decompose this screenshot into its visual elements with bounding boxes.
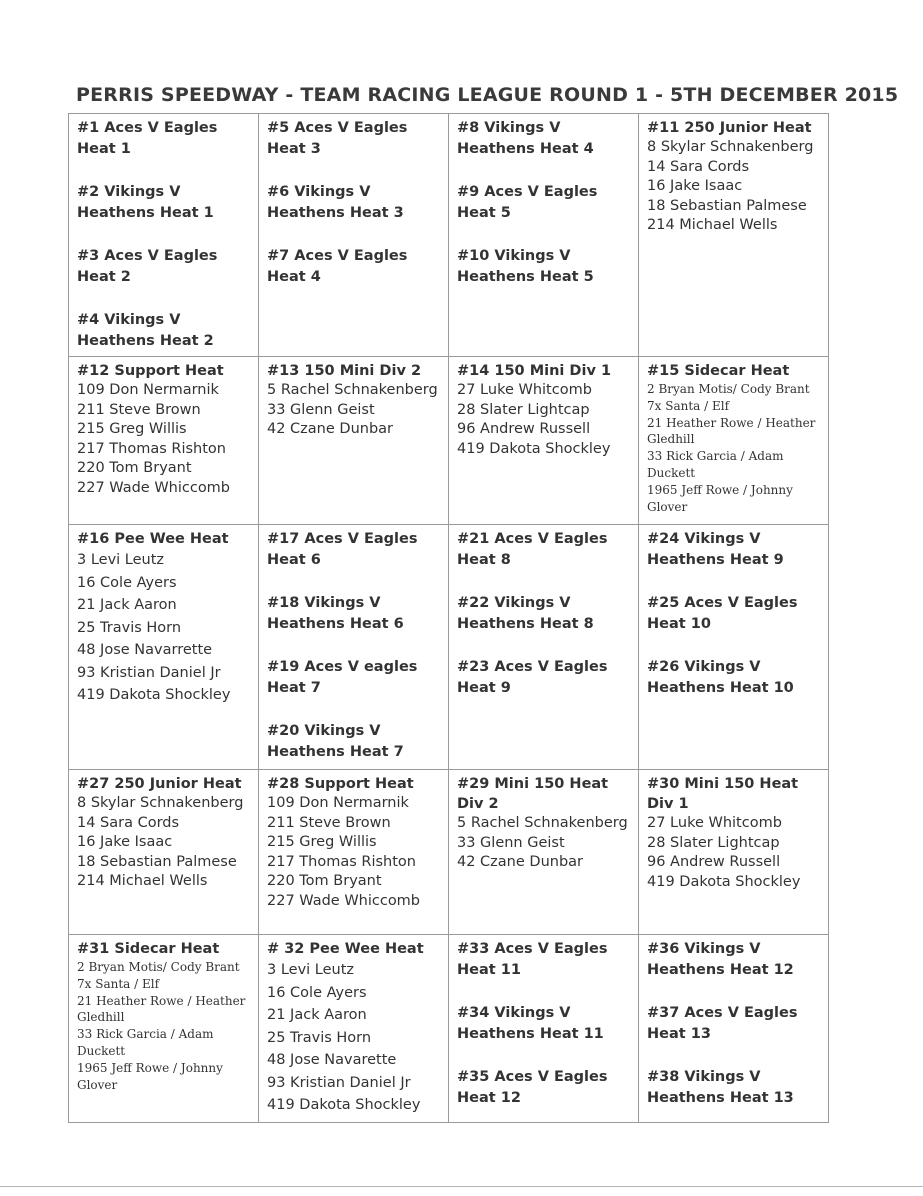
heat-entry: #21 Aces V Eagles Heat 8 <box>457 531 608 568</box>
heat-heading: #15 Sidecar Heat <box>647 363 790 379</box>
class-heat-cell <box>69 525 259 770</box>
heat-entry: #5 Aces V Eagles Heat 3 <box>267 120 408 157</box>
rider-entry: 33 Glenn Geist <box>267 401 375 418</box>
class-heat-cell <box>69 357 259 525</box>
rider-entry: 96 Andrew Russell <box>457 421 591 438</box>
rider-entry: 215 Greg Willis <box>77 421 187 438</box>
rider-entry: 27 Luke Whitcomb <box>457 382 592 398</box>
rider-entry: 2 Bryan Motis/ Cody Brant <box>647 382 810 396</box>
heat-entry: #20 Vikings V Heathens Heat 7 <box>267 723 404 760</box>
rider-entry: 220 Tom Bryant <box>267 873 382 890</box>
heat-entry: #23 Aces V Eagles Heat 9 <box>457 659 608 696</box>
rider-entry: 21 Jack Aaron <box>77 597 177 613</box>
rider-entry: 5 Rachel Schnakenberg <box>267 382 438 398</box>
heat-entry: #22 Vikings V Heathens Heat 8 <box>457 595 594 632</box>
sidecar-heat-cell <box>69 935 259 1123</box>
rider-entry: 2 Bryan Motis/ Cody Brant <box>77 960 240 974</box>
heat-entry: #26 Vikings V Heathens Heat 10 <box>647 659 794 696</box>
rider-entry: 16 Jake Isaac <box>77 834 173 851</box>
rider-entry: 7x Santa / Elf <box>647 398 730 413</box>
page-title: PERRIS SPEEDWAY - TEAM RACING LEAGUE ROUND 1 - 5TH DECEMBER 2015 <box>76 84 899 106</box>
class-heat-cell <box>639 114 829 357</box>
heat-entry: #8 Vikings V Heathens Heat 4 <box>457 120 594 157</box>
heat-entry: #34 Vikings V Heathens Heat 11 <box>457 1005 604 1042</box>
rider-entry: 3 Levi Leutz <box>77 552 165 568</box>
heat-entry: #25 Aces V Eagles Heat 10 <box>647 595 798 632</box>
rider-entry: 109 Don Nermarnik <box>77 382 219 398</box>
team-heats-cell <box>639 525 829 770</box>
heat-entry: #37 Aces V Eagles Heat 13 <box>647 1005 798 1042</box>
class-heat-cell <box>259 935 449 1123</box>
sidecar-heat-cell <box>639 357 829 525</box>
heat-entry: #4 Vikings V Heathens Heat 2 <box>77 312 214 349</box>
rider-entry: 25 Travis Horn <box>267 1029 372 1046</box>
rider-entry: 211 Steve Brown <box>77 401 201 418</box>
rider-entry: 1965 Jeff Rowe / Johnny Glover <box>647 482 793 514</box>
heat-entry: #7 Aces V Eagles Heat 4 <box>267 248 408 285</box>
heat-heading: # 32 Pee Wee Heat <box>267 941 424 957</box>
rider-entry: 8 Skylar Schnakenberg <box>647 139 814 155</box>
rider-entry: 21 Heather Rowe / Heather Gledhill <box>647 415 816 447</box>
rider-entry: 93 Kristian Daniel Jr <box>267 1074 411 1091</box>
rider-entry: 214 Michael Wells <box>647 217 778 234</box>
heat-entry: #33 Aces V Eagles Heat 11 <box>457 941 608 978</box>
heat-heading: #27 250 Junior Heat <box>77 776 242 792</box>
class-heat-cell <box>449 357 639 525</box>
heat-entry: #19 Aces V eagles Heat 7 <box>267 659 418 696</box>
class-heat-cell <box>69 770 259 935</box>
rider-entry: 217 Thomas Rishton <box>267 853 416 870</box>
rider-entry: 215 Greg Willis <box>267 834 377 851</box>
heat-entry: #38 Vikings V Heathens Heat 13 <box>647 1069 794 1106</box>
heat-heading: #29 Mini 150 Heat Div 2 <box>457 776 609 812</box>
class-heat-cell <box>449 770 639 935</box>
rider-entry: 48 Jose Navarette <box>267 1052 397 1068</box>
rider-entry: 419 Dakota Shockley <box>77 687 231 703</box>
rider-entry: 48 Jose Navarrette <box>77 642 213 658</box>
heat-heading: #16 Pee Wee Heat <box>77 531 229 547</box>
rider-entry: 1965 Jeff Rowe / Johnny Glover <box>77 1060 223 1092</box>
rider-entry: 27 Luke Whitcomb <box>647 815 782 831</box>
rider-entry: 21 Jack Aaron <box>267 1007 367 1023</box>
rider-entry: 109 Don Nermarnik <box>267 795 409 811</box>
heat-heading: #28 Support Heat <box>267 776 414 792</box>
heat-entry: #17 Aces V Eagles Heat 6 <box>267 531 418 568</box>
rider-entry: 93 Kristian Daniel Jr <box>77 664 221 681</box>
heat-heading: #14 150 Mini Div 1 <box>457 363 612 379</box>
rider-entry: 220 Tom Bryant <box>77 460 192 477</box>
heat-heading: #12 Support Heat <box>77 363 224 379</box>
team-heats-cell <box>449 114 639 357</box>
heat-heading: #13 150 Mini Div 2 <box>267 363 422 379</box>
class-heat-cell <box>259 357 449 525</box>
race-program-table <box>68 113 829 1123</box>
team-heats-cell <box>259 525 449 770</box>
heat-entry: #36 Vikings V Heathens Heat 12 <box>647 941 794 978</box>
team-heats-cell <box>639 935 829 1123</box>
rider-entry: 227 Wade Whiccomb <box>267 892 421 909</box>
heat-entry: #9 Aces V Eagles Heat 5 <box>457 184 598 221</box>
class-heat-cell <box>639 770 829 935</box>
table-row <box>69 114 829 357</box>
rider-entry: 18 Sebastian Palmese <box>647 197 807 214</box>
team-heats-cell <box>69 114 259 357</box>
class-heat-cell <box>259 770 449 935</box>
rider-entry: 28 Slater Lightcap <box>647 834 780 851</box>
rider-entry: 214 Michael Wells <box>77 873 208 890</box>
rider-entry: 419 Dakota Shockley <box>267 1097 421 1113</box>
rider-entry: 14 Sara Cords <box>647 158 750 175</box>
table-row <box>69 770 829 935</box>
heat-heading: #30 Mini 150 Heat Div 1 <box>647 776 799 812</box>
rider-entry: 227 Wade Whiccomb <box>77 479 231 496</box>
rider-entry: 14 Sara Cords <box>77 814 180 831</box>
heat-entry: #2 Vikings V Heathens Heat 1 <box>77 184 214 221</box>
heat-entry: #10 Vikings V Heathens Heat 5 <box>457 248 594 285</box>
rider-entry: 419 Dakota Shockley <box>647 873 801 890</box>
rider-entry: 419 Dakota Shockley <box>457 440 611 457</box>
heat-entry: #35 Aces V Eagles Heat 12 <box>457 1069 608 1106</box>
rider-entry: 16 Cole Ayers <box>77 574 177 591</box>
rider-entry: 7x Santa / Elf <box>77 976 160 991</box>
team-heats-cell <box>449 935 639 1123</box>
heat-entry: #18 Vikings V Heathens Heat 6 <box>267 595 404 632</box>
heat-heading: #31 Sidecar Heat <box>77 941 220 957</box>
team-heats-cell <box>259 114 449 357</box>
rider-entry: 42 Czane Dunbar <box>267 421 393 438</box>
heat-entry: #24 Vikings V Heathens Heat 9 <box>647 531 784 568</box>
rider-entry: 33 Rick Garcia / Adam Duckett <box>647 449 784 480</box>
rider-entry: 217 Thomas Rishton <box>77 440 226 457</box>
rider-entry: 96 Andrew Russell <box>647 854 781 871</box>
table-row <box>69 357 829 525</box>
heat-entry: #1 Aces V Eagles Heat 1 <box>77 120 218 157</box>
rider-entry: 3 Levi Leutz <box>267 962 355 978</box>
rider-entry: 18 Sebastian Palmese <box>77 853 237 870</box>
rider-entry: 25 Travis Horn <box>77 619 182 636</box>
rider-entry: 33 Rick Garcia / Adam Duckett <box>77 1027 214 1058</box>
scan-edge-divider <box>0 1186 923 1187</box>
rider-entry: 211 Steve Brown <box>267 814 391 831</box>
team-heats-cell <box>449 525 639 770</box>
rider-entry: 16 Jake Isaac <box>647 178 743 195</box>
rider-entry: 5 Rachel Schnakenberg <box>457 815 628 831</box>
rider-entry: 21 Heather Rowe / Heather Gledhill <box>77 993 246 1025</box>
heat-entry: #6 Vikings V Heathens Heat 3 <box>267 184 404 221</box>
rider-entry: 8 Skylar Schnakenberg <box>77 795 244 811</box>
table-row <box>69 935 829 1123</box>
table-row <box>69 525 829 770</box>
rider-entry: 28 Slater Lightcap <box>457 401 590 418</box>
heat-entry: #3 Aces V Eagles Heat 2 <box>77 248 218 285</box>
rider-entry: 16 Cole Ayers <box>267 984 367 1001</box>
heat-heading: #11 250 Junior Heat <box>647 120 812 136</box>
rider-entry: 42 Czane Dunbar <box>457 854 583 871</box>
rider-entry: 33 Glenn Geist <box>457 834 565 851</box>
